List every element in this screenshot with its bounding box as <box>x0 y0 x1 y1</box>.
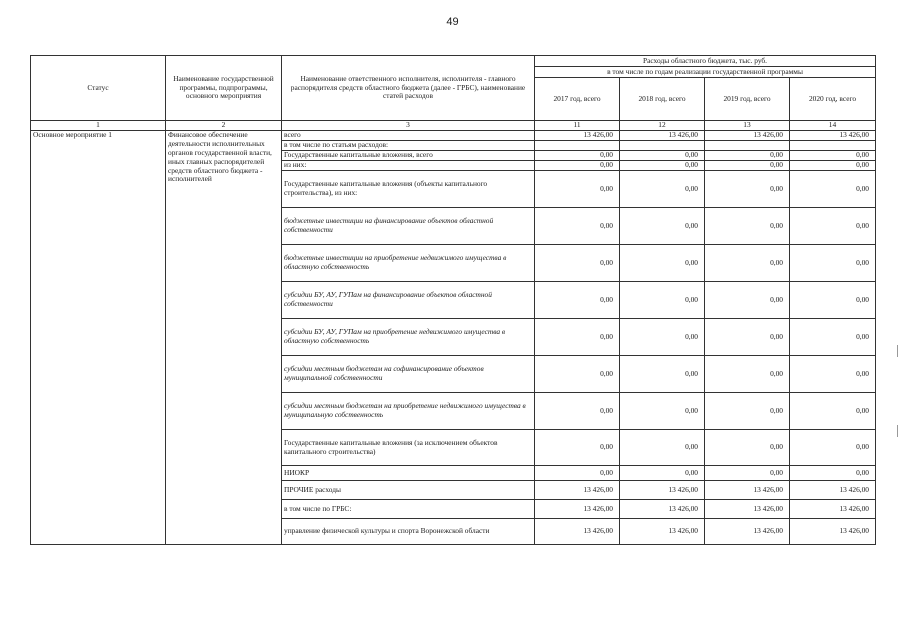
value-cell: 0,00 <box>705 171 790 208</box>
header-expenses: Расходы областного бюджета, тыс. руб. <box>535 56 876 67</box>
row-label: субсидии местным бюджетам на приобретение недвижимого имущества в муниципальную собственность <box>282 393 535 430</box>
value-cell <box>535 141 620 151</box>
column-number: 1 <box>31 121 166 131</box>
value-cell: 0,00 <box>535 319 620 356</box>
value-cell: 0,00 <box>620 282 705 319</box>
value-cell: 13 426,00 <box>620 500 705 519</box>
value-cell: 13 426,00 <box>790 519 876 545</box>
row-label: Государственные капитальные вложения, всего <box>282 151 535 161</box>
row-label: ПРОЧИЕ расходы <box>282 481 535 500</box>
value-cell: 0,00 <box>790 245 876 282</box>
value-cell: 0,00 <box>535 151 620 161</box>
value-cell: 13 426,00 <box>790 500 876 519</box>
value-cell: 13 426,00 <box>705 131 790 141</box>
value-cell: 13 426,00 <box>535 481 620 500</box>
row-label: НИОКР <box>282 466 535 481</box>
row-label: субсидии БУ, АУ, ГУПам на приобретение недвижимого имущества в областную собственность <box>282 319 535 356</box>
value-cell: 0,00 <box>620 393 705 430</box>
header-year-2017: 2017 год, всего <box>535 78 620 121</box>
column-number: 2 <box>166 121 282 131</box>
value-cell: 0,00 <box>535 282 620 319</box>
value-cell: 0,00 <box>705 393 790 430</box>
value-cell: 0,00 <box>790 151 876 161</box>
row-label: бюджетные инвестиции на приобретение недвижимого имущества в областную собственность <box>282 245 535 282</box>
value-cell: 13 426,00 <box>535 500 620 519</box>
value-cell: 0,00 <box>705 282 790 319</box>
value-cell: 0,00 <box>535 393 620 430</box>
value-cell: 0,00 <box>790 208 876 245</box>
value-cell: 0,00 <box>705 356 790 393</box>
page-number: 49 <box>446 16 459 28</box>
value-cell: 0,00 <box>535 466 620 481</box>
scan-margin-mark <box>897 425 898 437</box>
value-cell: 13 426,00 <box>535 519 620 545</box>
value-cell: 13 426,00 <box>620 519 705 545</box>
value-cell: 0,00 <box>620 430 705 466</box>
value-cell: 0,00 <box>620 161 705 171</box>
value-cell: 13 426,00 <box>790 131 876 141</box>
value-cell <box>790 141 876 151</box>
row-label: в том числе по статьям расходов: <box>282 141 535 151</box>
value-cell: 0,00 <box>705 466 790 481</box>
value-cell: 0,00 <box>790 282 876 319</box>
value-cell: 0,00 <box>535 430 620 466</box>
value-cell: 0,00 <box>705 245 790 282</box>
row-label: субсидии местным бюджетам на софинансирование объектов муниципальной собственности <box>282 356 535 393</box>
value-cell: 0,00 <box>535 356 620 393</box>
column-number: 12 <box>620 121 705 131</box>
header-status: Статус <box>31 56 166 121</box>
column-number: 14 <box>790 121 876 131</box>
value-cell: 0,00 <box>535 245 620 282</box>
row-label: Государственные капитальные вложения (объекты капитального строительства), из них: <box>282 171 535 208</box>
value-cell: 13 426,00 <box>705 519 790 545</box>
value-cell: 0,00 <box>790 319 876 356</box>
value-cell: 0,00 <box>705 319 790 356</box>
column-number-row <box>31 121 876 131</box>
row-label: Государственные капитальные вложения (за исключением объектов капитального строительства) <box>282 430 535 466</box>
value-cell: 0,00 <box>790 393 876 430</box>
row-label: субсидии БУ, АУ, ГУПам на финансирование объектов областной собственности <box>282 282 535 319</box>
row-label: бюджетные инвестиции на финансирование объектов областной собственности <box>282 208 535 245</box>
table-row <box>31 131 876 141</box>
row-label: из них: <box>282 161 535 171</box>
value-cell: 13 426,00 <box>535 131 620 141</box>
column-number: 13 <box>705 121 790 131</box>
value-cell: 0,00 <box>790 466 876 481</box>
header-by-years: в том числе по годам реализации государственной программы <box>535 67 876 78</box>
header-executor: Наименование ответственного исполнителя, исполнителя - главного распорядителя средств областного бюджета (далее - ГРБС), наименование статей расходов <box>282 56 535 121</box>
scan-margin-mark <box>897 345 898 357</box>
value-cell: 0,00 <box>790 171 876 208</box>
value-cell: 13 426,00 <box>620 131 705 141</box>
value-cell <box>705 141 790 151</box>
value-cell: 13 426,00 <box>620 481 705 500</box>
value-cell: 0,00 <box>705 208 790 245</box>
column-number: 11 <box>535 121 620 131</box>
value-cell: 0,00 <box>705 151 790 161</box>
header-program-name: Наименование государственной программы, подпрограммы, основного мероприятия <box>166 56 282 121</box>
value-cell: 0,00 <box>620 151 705 161</box>
row-label: всего <box>282 131 535 141</box>
value-cell: 0,00 <box>705 430 790 466</box>
value-cell <box>620 141 705 151</box>
budget-table <box>30 55 876 545</box>
value-cell: 0,00 <box>620 171 705 208</box>
header-year-2018: 2018 год, всего <box>620 78 705 121</box>
value-cell: 0,00 <box>620 208 705 245</box>
value-cell: 13 426,00 <box>705 481 790 500</box>
column-number: 3 <box>282 121 535 131</box>
value-cell: 0,00 <box>535 171 620 208</box>
value-cell: 13 426,00 <box>705 500 790 519</box>
row-label: в том числе по ГРБС: <box>282 500 535 519</box>
value-cell: 0,00 <box>535 208 620 245</box>
program-name-cell: Финансовое обеспечение деятельности исполнительных органов государственной власти, иных главных распорядителей средств областного бюджета - исполнителей <box>166 131 282 545</box>
row-label: управление физической культуры и спорта Воронежской области <box>282 519 535 545</box>
status-cell: Основное мероприятие 1 <box>31 131 166 545</box>
value-cell: 0,00 <box>620 319 705 356</box>
value-cell: 0,00 <box>535 161 620 171</box>
value-cell: 0,00 <box>620 466 705 481</box>
header-year-2020: 2020 год, всего <box>790 78 876 121</box>
value-cell: 0,00 <box>620 245 705 282</box>
value-cell: 0,00 <box>790 430 876 466</box>
header-year-2019: 2019 год, всего <box>705 78 790 121</box>
value-cell: 13 426,00 <box>790 481 876 500</box>
value-cell: 0,00 <box>790 356 876 393</box>
value-cell: 0,00 <box>790 161 876 171</box>
value-cell: 0,00 <box>705 161 790 171</box>
value-cell: 0,00 <box>620 356 705 393</box>
